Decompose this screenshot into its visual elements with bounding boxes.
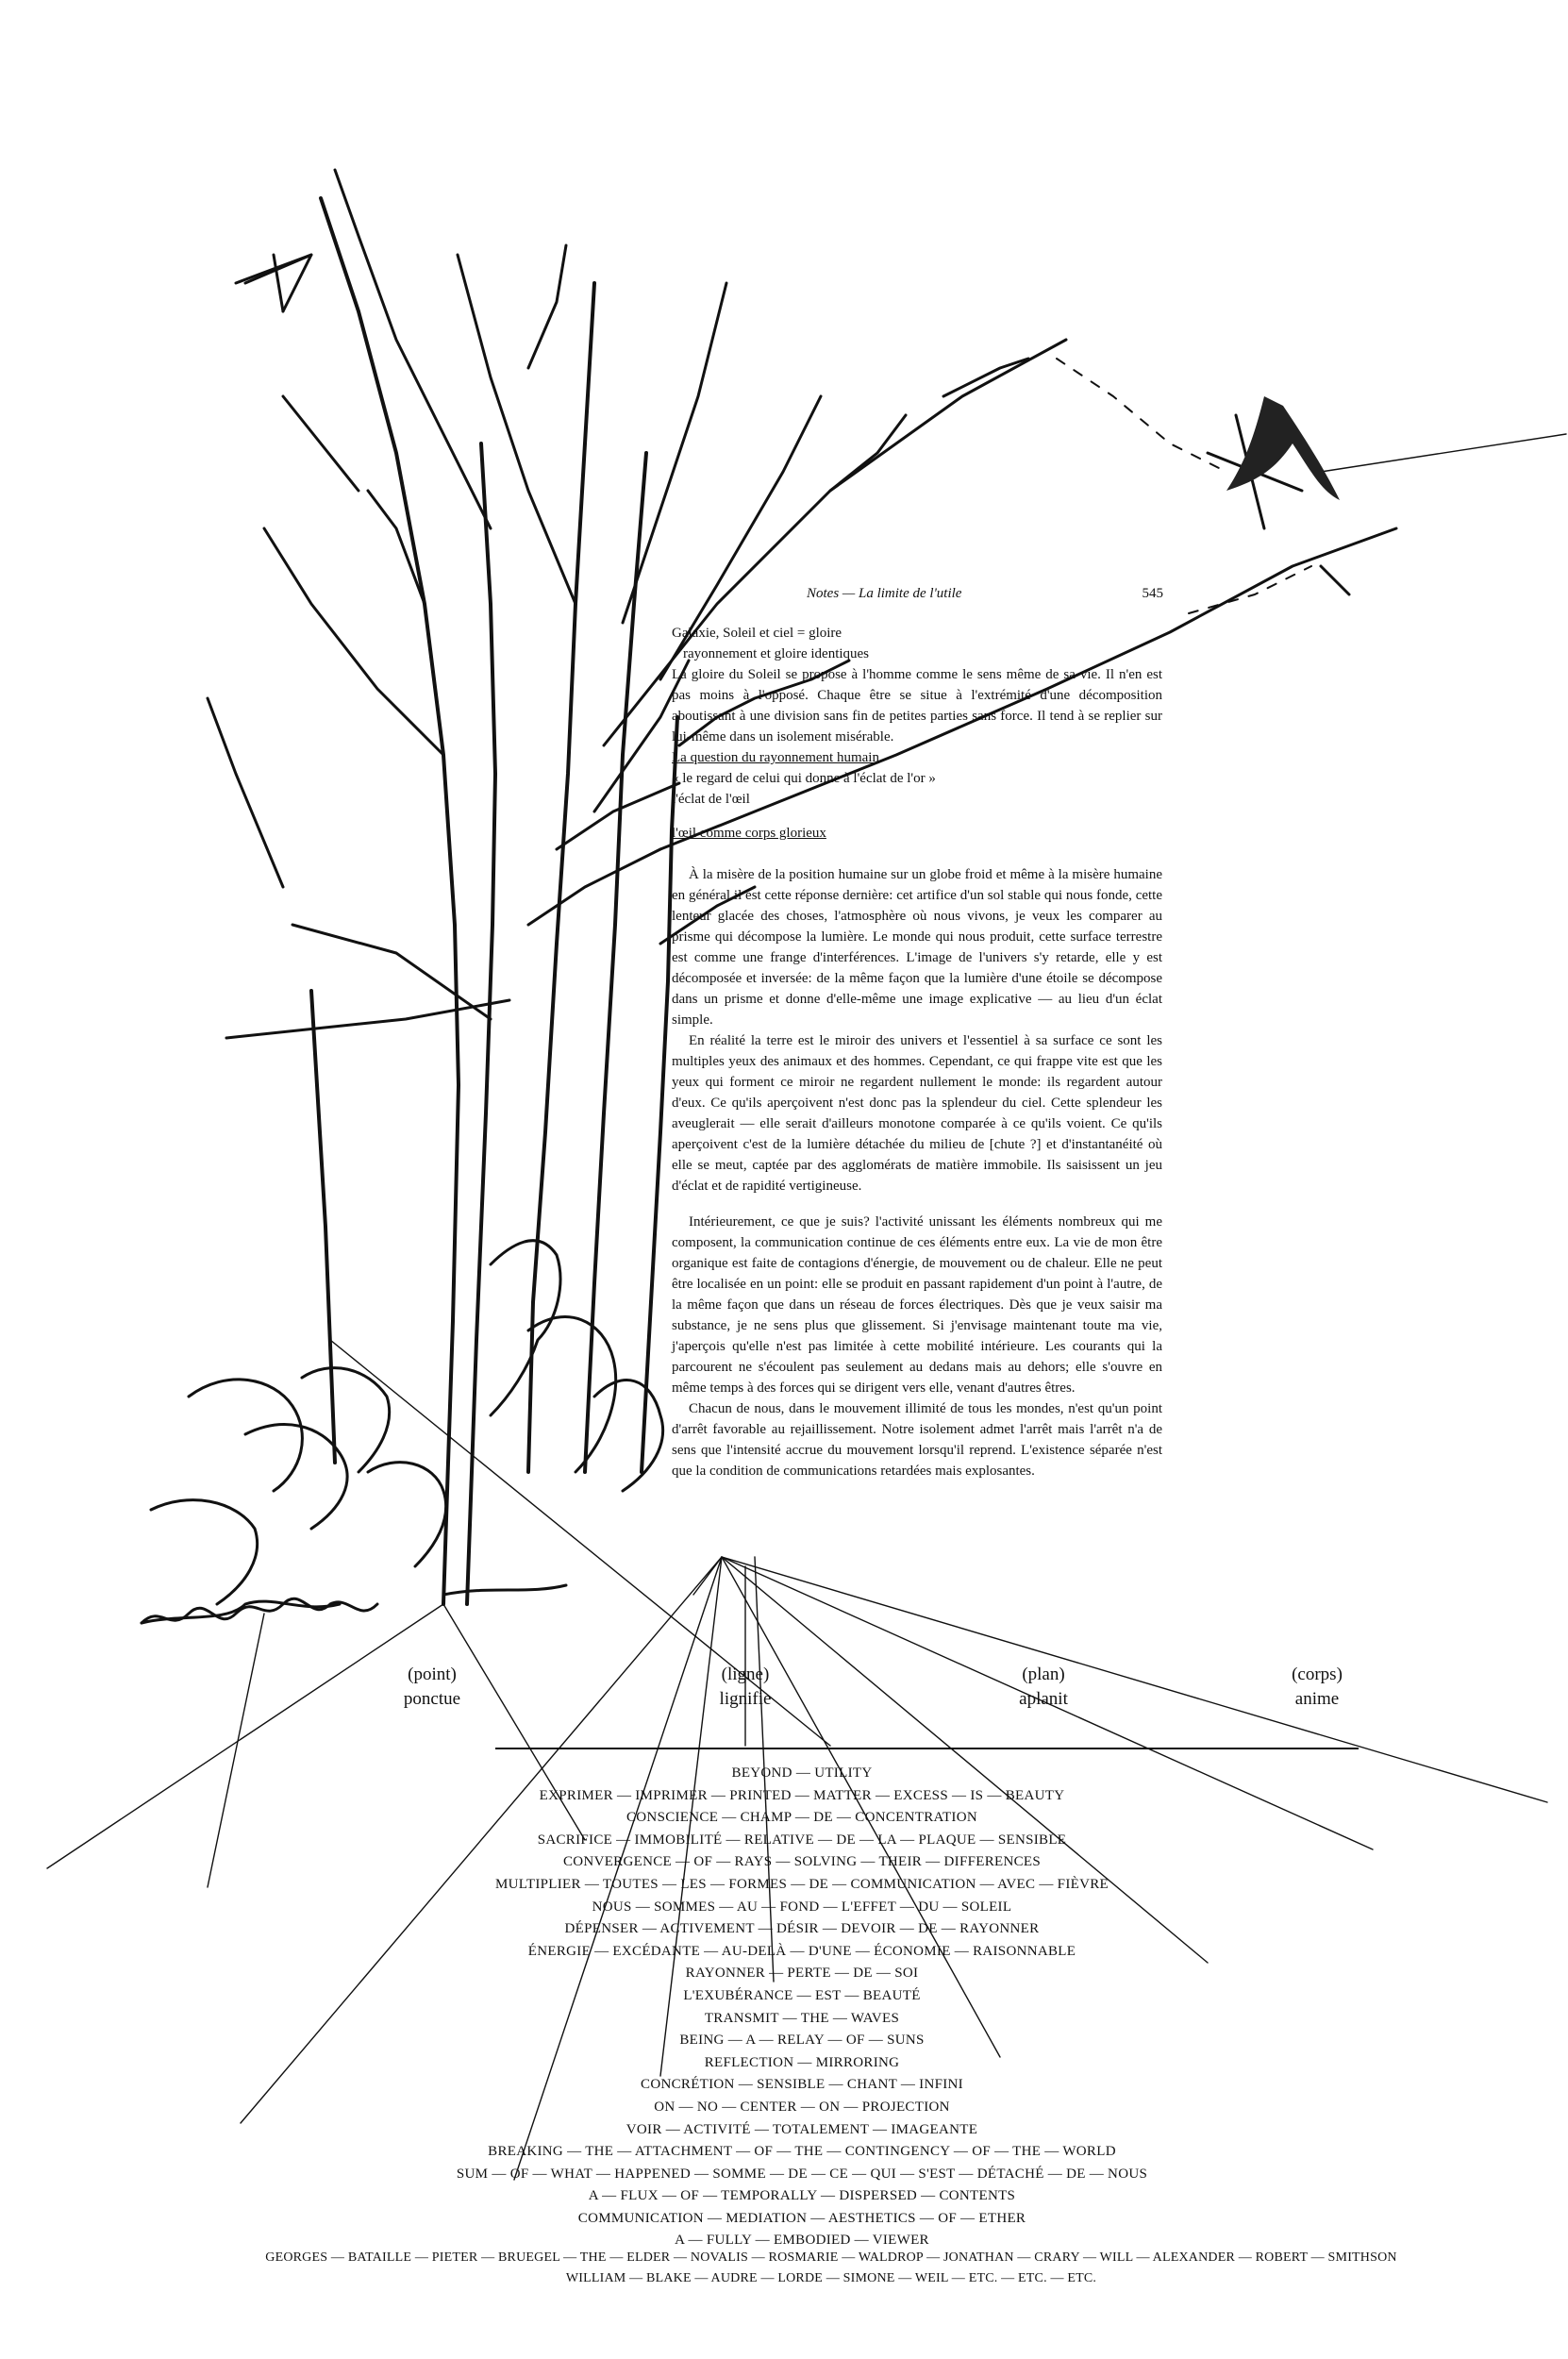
label-body — [1260, 1663, 1374, 1712]
label-verb: ponctue — [403, 1689, 461, 1709]
subheading-line: l'œil comme corps glorieux — [672, 826, 826, 841]
subheading-line: l'éclat de l'œil — [672, 792, 750, 807]
poem-line: TRANSMIT — THE — WAVES — [704, 2010, 900, 2026]
poem-line: BEYOND — UTILITY — [731, 1765, 873, 1781]
heading-line: rayonnement et gloire identiques — [683, 646, 870, 661]
body-paragraph: Intérieurement, ce que je suis? l'activité unissant les éléments nombreux qui me composent, la communication continue de ces éléments entre eux. La vie de mon être organique est faite de contagions d'énergie, de mouvement ou de chaleur. Elle ne peut être localisée en un point: elle se produit en passant rapidement d'un point à l'autre, de la même façon que dans un réseau de forces électriques. Dès que je veux saisir ma substance, je ne sens plus que glissement. Si j'envisage maintenant toute ma vie, j'aperçois qu'elle n'est pas limitée à cette mobilité intérieure. Les courants qui la parcourent ne s'écoulent pas seulement au dedans mais au dehors; elle s'ouvre en même temps à des forces qui se dirigent vers elle, venant d'autres êtres. — [672, 1214, 1162, 1396]
poem-line: NOUS — SOMMES — AU — FOND — L'EFFET — DU — SOLEIL — [592, 1899, 1012, 1915]
poem-line: L'EXUBÉRANCE — EST — BEAUTÉ — [683, 1987, 921, 2003]
poem-line: ÉNERGIE — EXCÉDANTE — AU-DELÀ — D'UNE — ÉCONOMIE — RAISONNABLE — [527, 1943, 1076, 1959]
label-noun: (corps) — [1292, 1665, 1343, 1684]
credits-line: WILLIAM — BLAKE — AUDRE — LORDE — SIMONE — WEIL — ETC. — ETC. — ETC. — [565, 2271, 1097, 2285]
subheading-line: « le regard de celui qui donne à l'éclat de l'or » — [672, 771, 936, 786]
label-noun: (plan) — [1022, 1665, 1065, 1684]
concrete-poem — [283, 1763, 1321, 2252]
poem-line: A — FULLY — EMBODIED — VIEWER — [675, 2233, 929, 2249]
poem-line: A — FLUX — OF — TEMPORALLY — DISPERSED — CONTENTS — [588, 2188, 1016, 2204]
label-verb: lignifie — [719, 1689, 772, 1709]
poem-line: EXPRIMER — IMPRIMER — PRINTED — MATTER — EXCESS — IS — BEAUTY — [539, 1787, 1065, 1803]
label-verb: anime — [1294, 1689, 1340, 1709]
crowd-figures — [142, 1241, 663, 1623]
poem-line: BEING — A — RELAY — OF — SUNS — [679, 2033, 925, 2049]
label-verb: aplanit — [1019, 1689, 1068, 1709]
credits-line: GEORGES — BATAILLE — PIETER — BRUEGEL — THE — ELDER — NOVALIS — ROSMARIE — WALDROP — JONATHAN — CRARY — WILL — ALEXANDER — ROBERT — SMITHSON — [265, 2250, 1397, 2265]
label-noun: (ligne) — [721, 1665, 770, 1684]
poem-line: ON — NO — CENTER — ON — PROJECTION — [654, 2099, 950, 2115]
credits-footer — [218, 2248, 1444, 2289]
label-point — [375, 1663, 489, 1712]
poem-line: SUM — OF — WHAT — HAPPENED — SOMME — DE — CE — QUI — S'EST — DÉTACHÉ — DE — NOUS — [456, 2166, 1148, 2182]
poem-line: CONCRÉTION — SENSIBLE — CHANT — INFINI — [641, 2077, 963, 2093]
label-line — [689, 1663, 802, 1712]
poem-line: MULTIPLIER — TOUTES — LES — FORMES — DE — COMMUNICATION — AVEC — FIÈVRE — [495, 1876, 1109, 1892]
page-number: 545 — [1142, 586, 1163, 601]
poem-line: DÉPENSER — ACTIVEMENT — DÉSIR — DEVOIR — DE — RAYONNER — [564, 1921, 1040, 1937]
running-head — [807, 586, 1163, 602]
body-paragraph: Chacun de nous, dans le mouvement illimité de tous les mondes, n'est qu'un point d'arrêt favorable au rejaillissement. Notre isolement admet l'arrêt mais l'arrêt n'a de sens que l'intensité accrue du mouvement lorsqu'il reprend. L'existence séparée n'est que la condition de communications retardées mais explosantes. — [672, 1401, 1162, 1479]
heading-line: Galaxie, Soleil et ciel = gloire — [672, 626, 842, 641]
running-title: Notes — La limite de l'utile — [807, 586, 962, 601]
intro-paragraph: La gloire du Soleil se propose à l'homme comme le sens même de sa vie. Il n'en est pas moins à l'opposé. Chaque être se situe à l'extrémité d'une décomposition aboutissant à une division sans fin de petites parties sans force. Il tend à se replier sur lui-même dans un isolement misérable. — [672, 667, 1162, 745]
poem-line: BREAKING — THE — ATTACHMENT — OF — THE — CONTINGENCY — OF — THE — WORLD — [488, 2144, 1116, 2160]
poem-line: COMMUNICATION — MEDIATION — AESTHETICS — OF — ETHER — [577, 2210, 1026, 2226]
poem-line: CONVERGENCE — OF — RAYS — SOLVING — THEIR — DIFFERENCES — [563, 1854, 1041, 1870]
body-paragraph: À la misère de la position humaine sur un globe froid et même à la misère humaine en général il est cette réponse dernière: cet artifice d'un sol stable qui nous fonde, cette lenteur glacée des choses, l'atmosphère où nous vivons, je veux les comparer au prisme qui décompose la lumière. Le monde qui nous produit, cette surface terrestre est comme une frange d'interférences. L'image de l'univers s'y retarde, elle y est décomposée et inversée: de la même façon que la lumière d'une étoile se décompose dans un prisme et donne d'elle-même une image explicative — au lieu d'un éclat simple. — [672, 867, 1162, 1028]
notes-text-column — [672, 623, 1162, 1481]
dashed-flight-path — [1057, 359, 1226, 472]
tree-trunks — [311, 198, 677, 1604]
horizontal-rule — [495, 1748, 1359, 1749]
label-noun: (point) — [408, 1665, 457, 1684]
poem-line: SACRIFICE — IMMOBILITÉ — RELATIVE — DE — LA — PLAQUE — SENSIBLE — [537, 1832, 1067, 1848]
body-paragraph: En réalité la terre est le miroir des univers et l'essentiel à sa surface ce sont les multiples yeux des animaux et des hommes. Cependant, ce qui frappe vite est que les yeux qui forment ce miroir ne regardent nullement le monde: ils regardent autour d'eux. Ce qu'ils aperçoivent n'est donc pas la splendeur du ciel. Cette splendeur les aveuglerait — elle serait d'ailleurs monotone comparée à ce qu'ils voient. Ce qu'ils aperçoivent c'est de la lumière détachée du milieu de [chute ?] et d'instantanéité où elle se meut, captée par des agglomérats de matière immobile. Ils saisissent un jeu d'éclat et de rapidité vertigineuse. — [672, 1033, 1162, 1194]
label-plane — [987, 1663, 1100, 1712]
poem-line: CONSCIENCE — CHAMP — DE — CONCENTRATION — [626, 1810, 977, 1826]
subheading-line: La question du rayonnement humain — [672, 750, 879, 765]
poem-line: RAYONNER — PERTE — DE — SOI — [685, 1966, 919, 1982]
poem-line: VOIR — ACTIVITÉ — TOTALEMENT — IMAGEANTE — [626, 2121, 978, 2137]
poem-line: REFLECTION — MIRRORING — [704, 2054, 900, 2070]
